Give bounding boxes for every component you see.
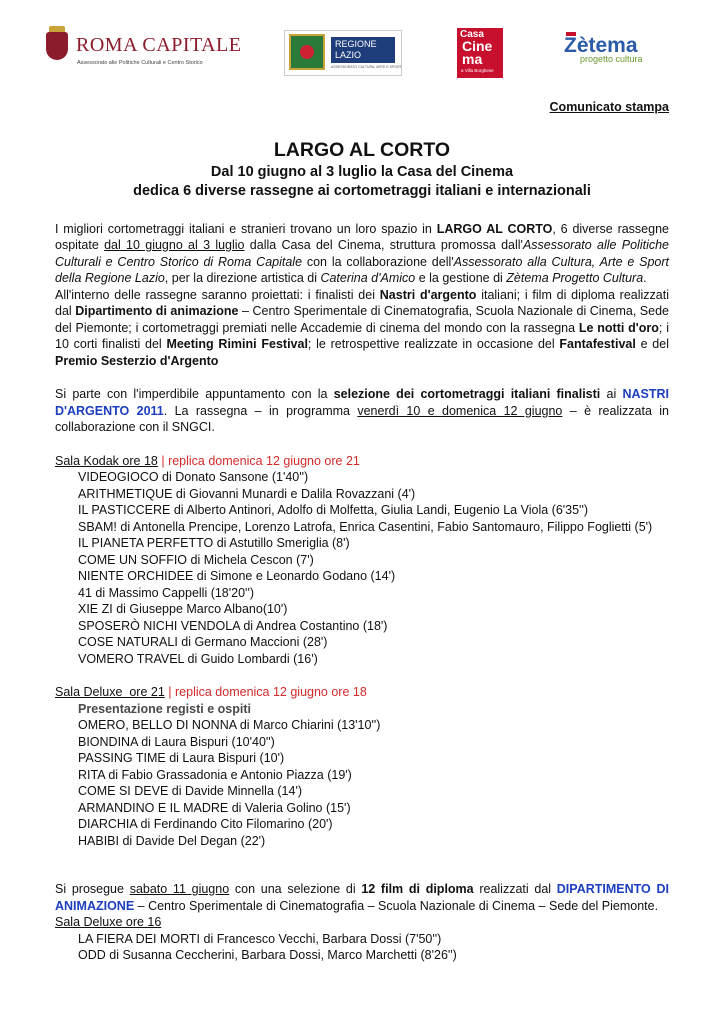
regione-lazio-subtitle: ASSESSORATO CULTURA, ARTE E SPORT xyxy=(331,65,402,69)
presentation-note: Presentazione registi e ospiti xyxy=(78,701,251,716)
regione-lazio-logo xyxy=(284,30,402,76)
text: italiani; i film di diploma realizzati dal xyxy=(55,287,669,318)
kodak-schedule-header xyxy=(55,453,669,470)
intro-paragraph-2 xyxy=(55,287,669,370)
zetema-logo xyxy=(562,34,652,70)
deluxe-schedule-header xyxy=(55,684,669,701)
text-bold: selezione dei cortometraggi italiani finalisti xyxy=(333,387,601,401)
text: . xyxy=(643,271,647,285)
intro-paragraph-3 xyxy=(55,386,669,436)
outro-paragraph xyxy=(55,881,669,914)
list-item: IL PIANETA PERFETTO di Astutillo Smeriglia (8') xyxy=(78,536,350,550)
text-italic: Assessorato alla Cultura, Arte e Sport della Regione Lazio xyxy=(55,254,669,285)
list-item: LA FIERA DEI MORTI di Francesco Vecchi, Barbara Dossi (7'50'') xyxy=(78,931,442,946)
text: – Centro Sperimentale di Cinematografia, Scuola Nazionale di Cinema, Sede del Piemonte; i cortometraggi premiati nelle Accademie di cinema del mondo con la rassegna xyxy=(55,304,669,335)
text: – Centro Sperimentale di Cinematografia – Scuola Nazionale di Cinema – Sede del Piemonte. xyxy=(134,898,659,913)
list-item: COME SI DEVE di Davide Minnella (14') xyxy=(78,784,302,798)
text: dalla Casa del Cinema, struttura promossa dall' xyxy=(244,238,523,252)
text-bold: 12 film di diploma xyxy=(361,882,474,896)
text: ; i 10 corti finalisti del xyxy=(55,320,669,351)
list-item: ARMANDINO E IL MADRE di Valeria Golino (15') xyxy=(78,800,351,815)
text: , per la direzione artistica di xyxy=(164,271,321,285)
list-item: IL PASTICCERE di Alberto Antinori, Adolfo di Molfetta, Giulia Landi, Eugenio La Viola (6'35'') xyxy=(78,503,588,517)
text: . La rassegna – in programma xyxy=(163,403,358,418)
separator: | xyxy=(164,685,175,699)
text-bold: Nastri d'argento xyxy=(379,287,477,302)
text: con una selezione di xyxy=(229,882,362,896)
press-release-label: Comunicato stampa xyxy=(549,100,669,114)
list-item: XIE ZI di Giuseppe Marco Albano(10') xyxy=(78,602,288,616)
separator: | xyxy=(157,453,169,468)
logo-bar xyxy=(0,28,724,84)
list-item: NIENTE ORCHIDEE di Simone e Leonardo Godano (14') xyxy=(78,569,396,583)
casa-cinema-middle: Cine ma xyxy=(462,38,493,67)
text-italic: Assessorato alle Politiche Culturali e Centro Storico di Roma Capitale xyxy=(55,238,669,269)
date-range: dal 10 giugno al 3 luglio xyxy=(104,238,245,252)
roma-capitale-logo xyxy=(46,32,242,72)
event-name: LARGO AL CORTO xyxy=(436,221,553,236)
deluxe-film-list xyxy=(55,701,669,850)
roma-capitale-name: ROMA CAPITALE xyxy=(76,34,242,56)
text: con la collaborazione dell' xyxy=(302,254,454,269)
text: – è realizzata in collaborazione con il SNGCI. xyxy=(55,403,669,434)
casa-cinema-top: Casa xyxy=(460,29,484,40)
replica-time: replica domenica 12 giugno ore 18 xyxy=(175,685,367,699)
list-item: ODD di Susanna Ceccherini, Barbara Dossi, Marco Marchetti (8'26'') xyxy=(78,948,457,962)
dipartimento-highlight: DIPARTIMENTO DI ANIMAZIONE xyxy=(55,882,669,913)
list-item: BIONDINA di Laura Bispuri (10'40'') xyxy=(78,734,275,749)
sala-label: Sala Kodak ore 18 xyxy=(55,453,158,468)
text: e del xyxy=(635,337,669,351)
zetema-tagline: progetto cultura xyxy=(580,54,643,64)
kodak-film-list xyxy=(55,469,669,667)
text-italic: Zètema Progetto Cultura xyxy=(506,271,644,285)
subtitle-line-2: dedica 6 diverse rassegne ai cortometraggi italiani e internazionali xyxy=(133,182,591,199)
date-range: venerdì 10 e domenica 12 giugno xyxy=(357,403,563,418)
replica-time: replica domenica 12 giugno ore 21 xyxy=(168,453,360,468)
sala-label: Sala Deluxe ore 21 xyxy=(55,685,165,699)
roma-crest-icon xyxy=(46,32,68,60)
nastri-argento-highlight: NASTRI D'ARGENTO 2011 xyxy=(55,387,669,418)
text-bold: Meeting Rimini Festival xyxy=(166,337,308,351)
list-item: OMERO, BELLO DI NONNA di Marco Chiarini (13'10'') xyxy=(78,718,381,732)
text: All'interno delle rassegne saranno proiettati: i finalisti dei xyxy=(55,287,380,302)
intro-paragraph-1 xyxy=(55,221,669,287)
text: ; le retrospettive realizzate in occasione del xyxy=(307,337,560,351)
list-item: SBAM! di Antonella Prencipe, Lorenzo Latrofa, Enrica Casentini, Fabio Santomauro, Filippo Foglietti (5') xyxy=(78,519,653,534)
lazio-emblem-icon xyxy=(289,34,325,70)
list-item: 41 di Massimo Cappelli (18'20'') xyxy=(78,585,254,600)
text-bold: Dipartimento di animazione xyxy=(75,304,239,318)
text: Si parte con l'imperdibile appuntamento con la xyxy=(55,387,334,401)
list-item: RITA di Fabio Grassadonia e Antonio Piazza (19') xyxy=(78,767,352,782)
zetema-name: Zètema xyxy=(564,34,638,57)
roma-capitale-subtitle: Assessorato alle Politiche Culturali e Centro Storico xyxy=(77,60,203,66)
date: sabato 11 giugno xyxy=(129,882,230,896)
text: ai xyxy=(600,387,623,401)
text-italic: Caterina d'Amico xyxy=(320,271,416,285)
text-bold: Le notti d'oro xyxy=(578,320,659,335)
list-item: VOMERO TRAVEL di Guido Lombardi (16') xyxy=(78,651,318,666)
casa-cinema-bottom: a Villa Borghese xyxy=(461,68,494,73)
list-item: SPOSERÒ NICHI VENDOLA di Andrea Costantino (18') xyxy=(78,618,388,633)
press-release-body xyxy=(55,99,669,964)
sala-label: Sala Deluxe ore 16 xyxy=(55,915,162,929)
list-item: COSE NATURALI di Germano Maccioni (28') xyxy=(78,635,328,649)
list-item: COME UN SOFFIO di Michela Cescon (7') xyxy=(78,552,314,567)
page-title: LARGO AL CORTO xyxy=(273,138,451,161)
list-item: DIARCHIA di Ferdinando Cito Filomarino (20') xyxy=(78,817,333,831)
diploma-film-list xyxy=(55,931,669,964)
list-item: HABIBI di Davide Del Degan (22') xyxy=(78,833,266,848)
text: , 6 diverse rassegne ospitate xyxy=(55,221,669,252)
list-item: VIDEOGIOCO di Donato Sansone (1'40'') xyxy=(78,470,309,484)
text-bold: Premio Sesterzio d'Argento xyxy=(55,353,219,368)
text: Si prosegue xyxy=(55,882,130,896)
list-item: PASSING TIME di Laura Bispuri (10') xyxy=(78,751,285,765)
text: e la gestione di xyxy=(415,271,507,285)
text-bold: Fantafestival xyxy=(559,337,636,351)
text: realizzati dal xyxy=(473,882,557,896)
list-item: ARITHMETIQUE di Giovanni Munardi e Dalila Rovazzani (4') xyxy=(78,486,416,501)
regione-lazio-name: REGIONE LAZIO xyxy=(331,37,395,63)
subtitle-line-1: Dal 10 giugno al 3 luglio la Casa del Cinema xyxy=(210,163,514,180)
casa-cinema-logo xyxy=(457,28,503,78)
text: I migliori cortometraggi italiani e stranieri trovano un loro spazio in xyxy=(55,221,437,236)
